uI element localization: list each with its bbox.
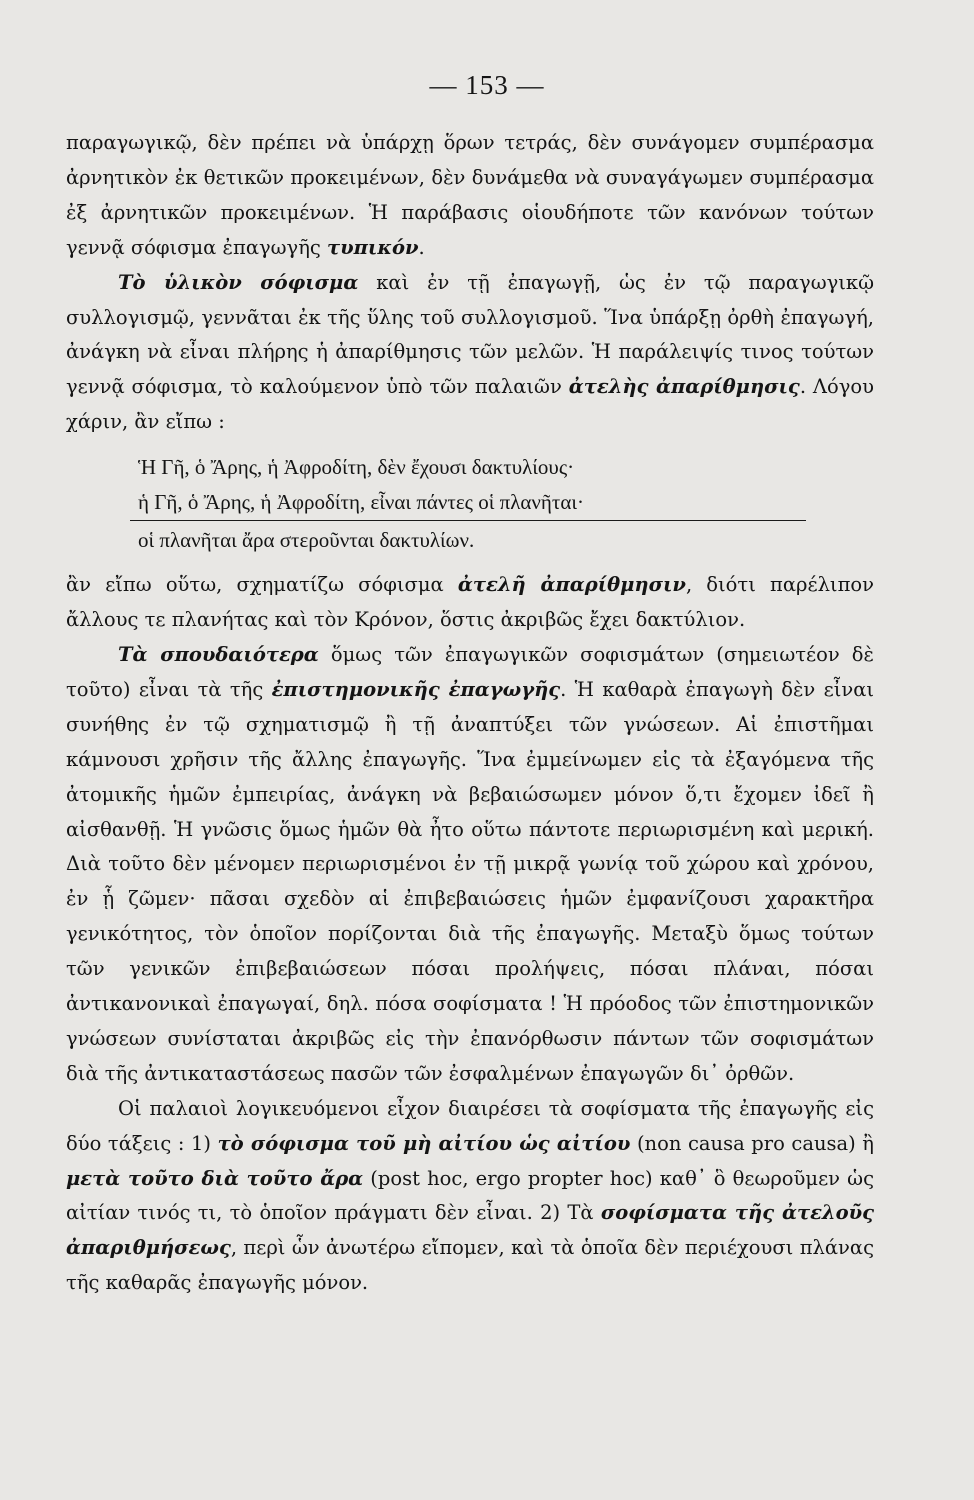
emphasis-term: ἀτελὴς ἀπαρίθμησις: [568, 375, 800, 399]
paragraph-example-explanation: [66, 568, 874, 638]
emphasis-term: τυπικόν: [327, 235, 419, 259]
text-run: (non causa pro causa) ἢ: [630, 1131, 874, 1155]
emphasis-term: ἀτελῆ ἀπαρίθμησιν: [457, 573, 686, 597]
text-run: ἂν εἴπω οὕτω, σχηματίζω σόφισμα: [66, 573, 458, 597]
text-run: , διότι παρέλιπον ἄλλους τε πλανήτας καὶ τὸν Κρόνον, ὅστις ἀκριβῶς ἔχει δακτύλιον.: [66, 573, 874, 632]
premise-minor: ἡ Γῆ, ὁ Ἄρης, ἡ Ἀφροδίτη, εἶναι πάντες οἱ πλανῆται·: [138, 490, 584, 515]
text-run: ὅμως τῶν ἐπαγωγικῶν σοφισμάτων (σημειωτέον δὲ τοῦτο) εἶναι τὰ τῆς: [66, 642, 875, 701]
text-run: παραγωγικῷ, δὲν πρέπει νὰ ὑπάρχῃ ὅρων τετράς, δὲν συνάγομεν συμπέρασμα ἀρνητικὸν ἐκ θετικῶν προκειμένων, δὲν δυνάμεθα νὰ συναγάγωμεν συμπέρασμα ἐξ ἀρνητικῶν προκειμένων. Ἡ παράβασις οἱουδήποτε τῶν κανόνων τούτων γεννᾷ σόφισμα ἐπαγωγῆς: [66, 131, 874, 259]
text-run: .: [418, 235, 425, 259]
emphasis-term: ἐπιστημονικῆς ἐπαγωγῆς: [271, 677, 561, 701]
emphasis-term: Τὰ σπουδαιότερα: [118, 642, 319, 666]
page-number: — 153 —: [429, 70, 545, 100]
emphasis-term: Τὸ ὑλικὸν σόφισμα: [118, 270, 359, 294]
emphasis-term: τὸ σόφισμα τοῦ μὴ αἰτίου ὡς αἰτίου: [217, 1131, 631, 1155]
paragraph-scientific-induction: [66, 638, 874, 1092]
text-run: καὶ ἐν τῇ ἐπαγωγῇ, ὡς ἐν τῷ παραγωγικῷ συλλογισμῷ, γεννᾶται ἐκ τῆς ὕλης τοῦ συλλογισμοῦ. Ἵνα ὑπάρξῃ ὀρθὴ ἐπαγωγή, ἀνάγκη νὰ εἶναι πλήρης ἡ ἀπαρίθμησις τῶν μελῶν. Ἡ παράλειψίς τινος τούτων γεννᾷ σόφισμα, τὸ καλούμενον ὑπὸ τῶν παλαιῶν: [66, 270, 874, 399]
page-body: [66, 126, 874, 1301]
syllogism-example: [138, 450, 806, 558]
text-run: (post hoc, ergo propter hoc) καθ᾽ ὃ θεωροῦμεν ὡς αἰτίαν τινός τι, τὸ ὁποῖον πράγματι δὲν εἶναι. 2) Τὰ: [66, 1166, 874, 1225]
paragraph-material-fallacy: [66, 266, 874, 441]
premise-major: Ἡ Γῆ, ὁ Ἄρης, ἡ Ἀφροδίτη, δὲν ἔχουσι δακτυλίους·: [138, 455, 575, 480]
conclusion-rule: [130, 520, 806, 521]
paragraph-ancient-classes: [66, 1092, 874, 1301]
paragraph-formal-fallacy: [66, 126, 874, 266]
text-run: . Λόγου χάριν, ἂν εἴπω :: [66, 375, 875, 434]
text-run: Οἱ παλαιοὶ λογικευόμενοι εἶχον διαιρέσει τὰ σοφίσματα τῆς ἐπαγωγῆς εἰς δύο τάξεις : 1): [66, 1096, 874, 1155]
emphasis-term: σοφίσματα τῆς ἀτελοῦς ἀπαριθμήσεως: [66, 1201, 875, 1260]
emphasis-term: μετὰ τοῦτο διὰ τοῦτο ἄρα: [66, 1166, 364, 1190]
text-run: , περὶ ὧν ἀνωτέρω εἴπομεν, καὶ τὰ ὁποῖα δὲν περιέχουσι πλάνας τῆς καθαρᾶς ἐπαγωγῆς μόνον.: [66, 1236, 874, 1295]
conclusion: οἱ πλανῆται ἄρα στεροῦνται δακτυλίων.: [138, 528, 475, 553]
text-run: . Ἡ καθαρὰ ἐπαγωγὴ δὲν εἶναι συνήθης ἐν τῷ σχηματισμῷ ἢ τῇ ἀναπτύξει τῶν γνώσεων. Αἱ ἐπιστῆμαι κάμνουσι χρῆσιν τῆς ἄλλης ἐπαγωγῆς. Ἵνα ἐμμείνωμεν εἰς τὰ ἐξαγόμενα τῆς ἀτομικῆς ἡμῶν ἐμπειρίας, ἀνάγκη νὰ βεβαιώσωμεν μόνον ὅ,τι ἔχομεν ἰδεῖ ἢ αἰσθανθῇ. Ἡ γνῶσις ὅμως ἡμῶν θὰ ἦτο οὕτω πάντοτε περιωρισμένη καὶ μερική. Διὰ τοῦτο δὲν μένομεν περιωρισμένοι ἐν τῇ μικρᾷ γωνίᾳ τοῦ χώρου καὶ χρόνου, ἐν ᾗ ζῶμεν· πᾶσαι σχεδὸν αἱ ἐπιβεβαιώσεις ἡμῶν ἐμφανίζουσι χαρακτῆρα γενικότητος, τὸν ὁποῖον πορίζονται διὰ τῆς ἐπαγωγῆς. Μεταξὺ ὅμως τούτων τῶν γενικῶν ἐπιβεβαιώσεων πόσαι προλήψεις, πόσαι πλάναι, πόσαι ἀντικανονικαὶ ἐπαγωγαί, δηλ. πόσα σοφίσματα ! Ἡ πρόοδος τῶν ἐπιστημονικῶν γνώσεων συνίσταται ἀκριβῶς εἰς τὴν ἐπανόρθωσιν πάντων τῶν σοφισμάτων διὰ τῆς ἀντικαταστάσεως πασῶν τῶν ἐσφαλμένων ἐπαγωγῶν δι᾽ ὀρθῶν.: [66, 677, 875, 1085]
